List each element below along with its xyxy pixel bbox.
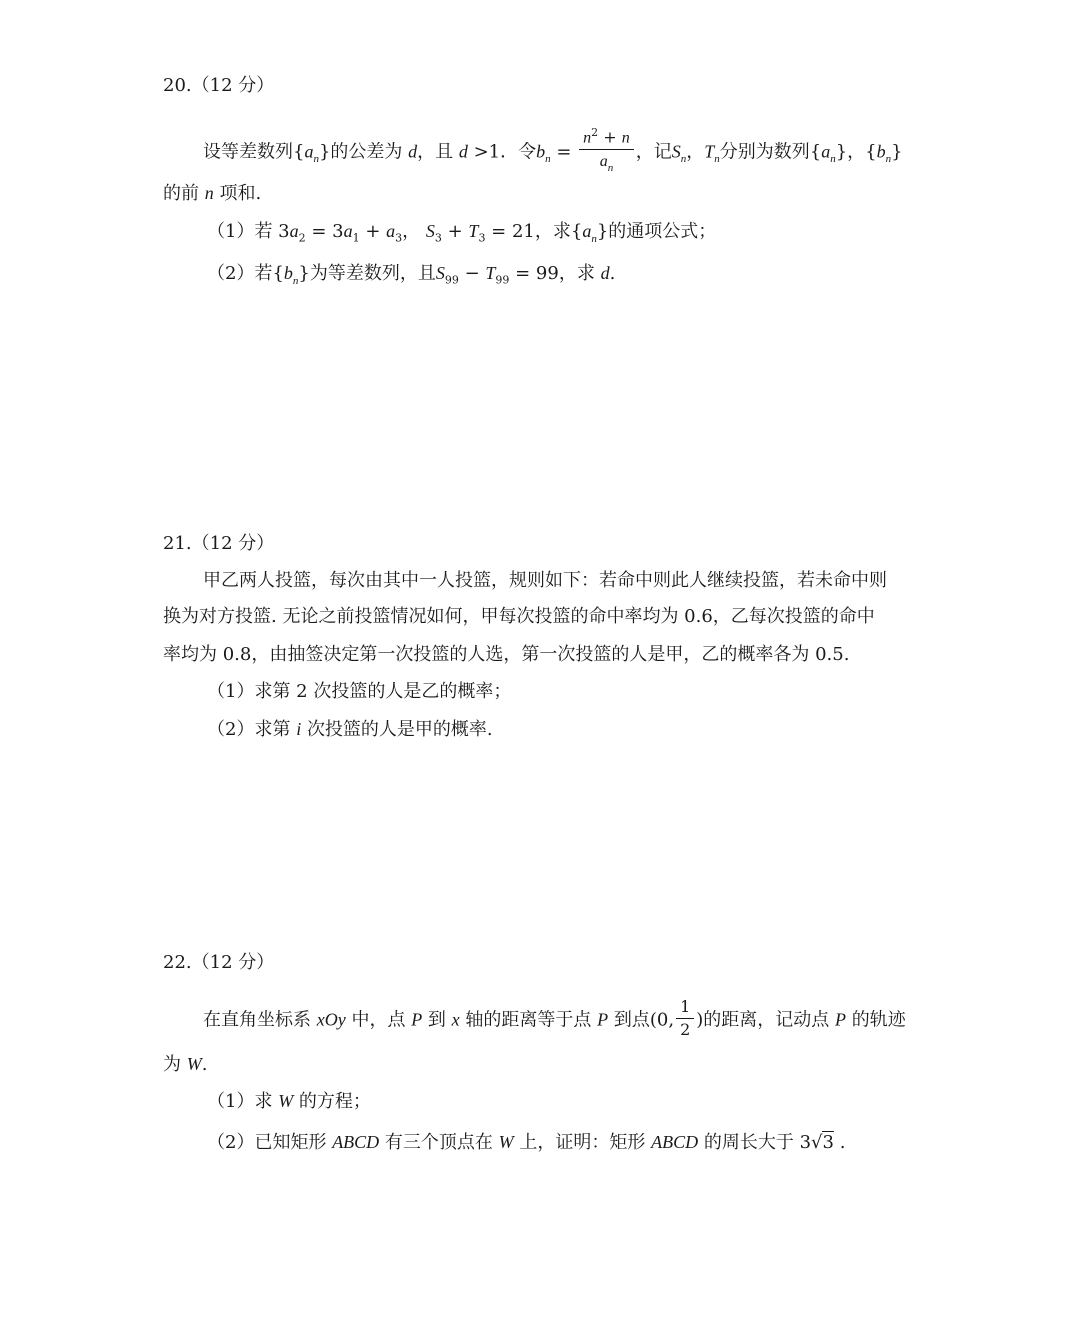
question-21-line-1: 甲乙两人投篮，每次由其中一人投篮，规则如下：若命中则此人继续投篮，若未命中则 — [203, 570, 887, 591]
question-22-intro: 在直角坐标系 xOy 中，点 P 到 x 轴的距离等于点 P 到点(0, $\frac{1}{2}$ )的距离，记动点 P 的轨迹 — [203, 997, 906, 1039]
question-20-header: 20.（12 分） — [163, 75, 275, 96]
question-22-part-2: （2）已知矩形 ABCD 有三个顶点在 W 上，证明：矩形 ABCD 的周长大于 3√3 . — [207, 1132, 846, 1153]
question-21-line-3: 率均为 0.8，由抽签决定第一次投篮的人选，第一次投篮的人是甲，乙的概率各为 0.5. — [163, 644, 850, 665]
question-21-part-1: （1）求第 2 次投篮的人是乙的概率； — [207, 681, 512, 702]
question-20-intro-cont: 的前 n 项和. — [163, 183, 262, 204]
question-22-intro-cont: 为 W. — [163, 1054, 208, 1075]
question-22-header: 22.（12 分） — [163, 952, 275, 973]
question-21-header: 21.（12 分） — [163, 533, 275, 554]
question-21-line-2: 换为对方投篮. 无论之前投篮情况如何，甲每次投篮的命中率均为 0.6，乙每次投篮的命中 — [163, 606, 875, 627]
fraction: $\frac{n^2 + n}{a_n}$ — [579, 124, 634, 177]
question-21-part-2: （2）求第 i 次投篮的人是甲的概率. — [207, 719, 493, 740]
question-20-intro: 设等差数列$\{a_n\}$的公差为 d，且 d >1．令$b_n$ = $\frac{n^2 + n}{a_n}$ ，记$S_n$，$T_n$分别为数列$\{a_n\}$，$\{b_n\}$ — [203, 126, 903, 179]
question-20-part-2: （2）若$\{b_n\}$为等差数列，且$S_{99} - T_{99} = 99$，求 d. — [207, 263, 616, 287]
question-20-part-1: （1）若 $3a_2 = 3a_1 + a_3$， $S_3 + T_3 = 21$，求$\{a_n\}$的通项公式； — [207, 221, 717, 245]
fraction: $\frac{1}{2}$ — [676, 998, 694, 1039]
question-22-part-1: （1）求 W 的方程； — [207, 1091, 371, 1112]
